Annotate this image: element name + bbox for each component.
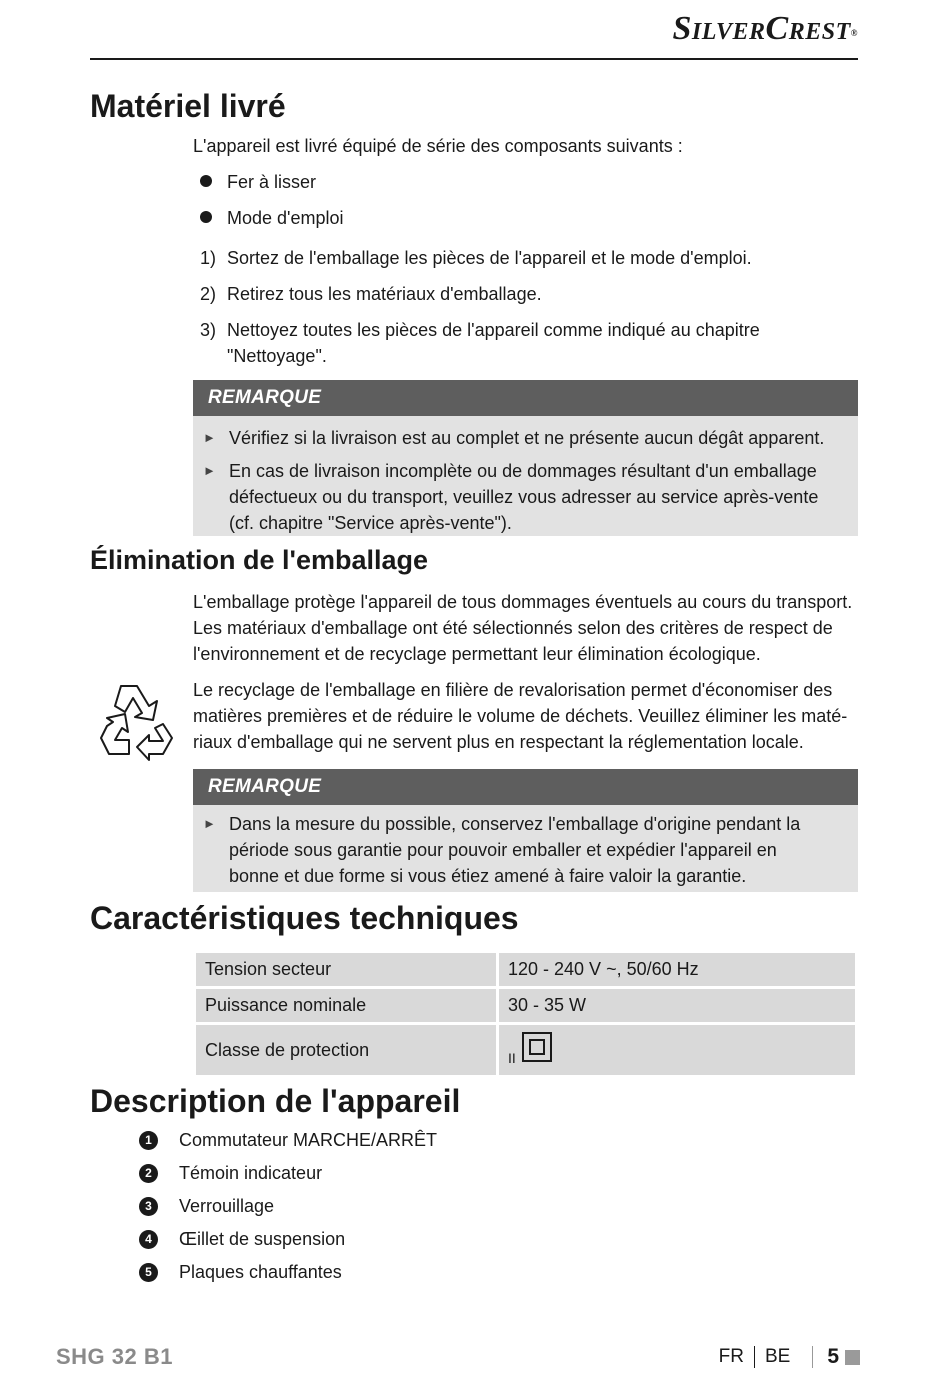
list-item: 4 Œillet de suspension xyxy=(139,1226,345,1252)
note-item: ► Dans la mesure du possible, conservez l'emballage d'origine pendant la période sous garantie pour pouvoir emballer et expédier l'appareil en bonne et due forme si vous étiez amené à faire valoir la garantie. xyxy=(193,811,858,889)
page-marker-icon xyxy=(845,1350,860,1365)
spec-value: 30 - 35 W xyxy=(499,989,855,1022)
section-title-description: Description de l'appareil xyxy=(90,1083,461,1119)
list-item: 1 Commutateur MARCHE/ARRÊT xyxy=(139,1127,437,1153)
spec-value: 120 - 240 V ~, 50/60 Hz xyxy=(499,953,855,986)
registered-mark: ® xyxy=(850,28,858,38)
arrow-right-icon: ► xyxy=(203,430,216,445)
delivery-intro: L'appareil est livré équipé de série des composants suivants : xyxy=(193,136,683,156)
note-heading: REMARQUE xyxy=(193,769,858,805)
table-row xyxy=(196,989,855,1022)
number-badge: 1 xyxy=(139,1131,158,1150)
spec-label: Classe de protection xyxy=(196,1025,496,1075)
section-title-specs: Caractéristiques techniques xyxy=(90,900,519,936)
arrow-right-icon: ► xyxy=(203,816,216,831)
number-badge: 4 xyxy=(139,1230,158,1249)
bullet-icon xyxy=(200,175,212,187)
number-badge: 3 xyxy=(139,1197,158,1216)
disposal-paragraph-1: L'emballage protège l'appareil de tous dommages éventuels au cours du transport. Les matériaux d'emballage ont été sélectionnés selon des critères de respect de l'environnement et de recyclage permettant leur élimination écologique. xyxy=(193,592,853,664)
table-row xyxy=(196,1025,855,1075)
disposal-paragraph-2: Le recyclage de l'emballage en filière de revalorisation permet d'économiser des matières premières et de réduire le volume de déchets. Veuillez éliminer les maté- riaux d'emballage qui ne servent plus en respectant la réglementation locale. xyxy=(193,680,848,752)
recycling-icon xyxy=(97,680,183,762)
class-ii-double-insulation-icon: II xyxy=(508,1028,558,1068)
arrow-right-icon: ► xyxy=(203,463,216,478)
note-box xyxy=(193,380,858,536)
section-title-delivery: Matériel livré xyxy=(90,88,286,124)
footer-lang-be: BE xyxy=(764,1346,791,1367)
step-item: 2) Retirez tous les matériaux d'emballage. xyxy=(200,284,542,304)
specs-table xyxy=(193,950,858,1078)
spec-label: Tension secteur xyxy=(196,953,496,986)
list-item: 3 Verrouillage xyxy=(139,1193,274,1219)
spec-label: Puissance nominale xyxy=(196,989,496,1022)
note-item: ► En cas de livraison incomplète ou de dommages résultant d'un emballage défectueux ou du transport, veuillez vous adresser au service après-vente (cf. chapitre "Service après-vente"). xyxy=(193,458,858,536)
footer-model: SHG 32 B1 xyxy=(56,1344,173,1369)
table-row xyxy=(196,953,855,986)
divider xyxy=(754,1346,755,1368)
number-badge: 2 xyxy=(139,1164,158,1183)
spec-value xyxy=(499,1025,855,1075)
page-number: 5 xyxy=(827,1345,839,1368)
section-title-disposal: Élimination de l'emballage xyxy=(90,545,429,575)
step-item: 3) Nettoyez toutes les pièces de l'appareil comme indiqué au chapitre "Nettoyage". xyxy=(200,320,760,366)
number-badge: 5 xyxy=(139,1263,158,1282)
bullet-icon xyxy=(200,211,212,223)
brand-logo xyxy=(673,12,858,46)
divider xyxy=(812,1346,813,1368)
brand-name: SilverCrest xyxy=(672,10,851,47)
step-item: 1) Sortez de l'emballage les pièces de l'appareil et le mode d'emploi. xyxy=(200,248,752,268)
list-item: 5 Plaques chauffantes xyxy=(139,1259,342,1285)
footer-lang-fr: FR xyxy=(718,1346,744,1367)
list-item: Mode d'emploi xyxy=(200,205,344,231)
footer-page-info xyxy=(719,1345,860,1369)
header-rule xyxy=(90,58,858,60)
note-item: ► Vérifiez si la livraison est au complet et ne présente aucun dégât apparent. xyxy=(193,425,858,451)
note-box xyxy=(193,769,858,892)
note-heading: REMARQUE xyxy=(193,380,858,416)
list-item: Fer à lisser xyxy=(200,169,316,195)
list-item: 2 Témoin indicateur xyxy=(139,1160,322,1186)
